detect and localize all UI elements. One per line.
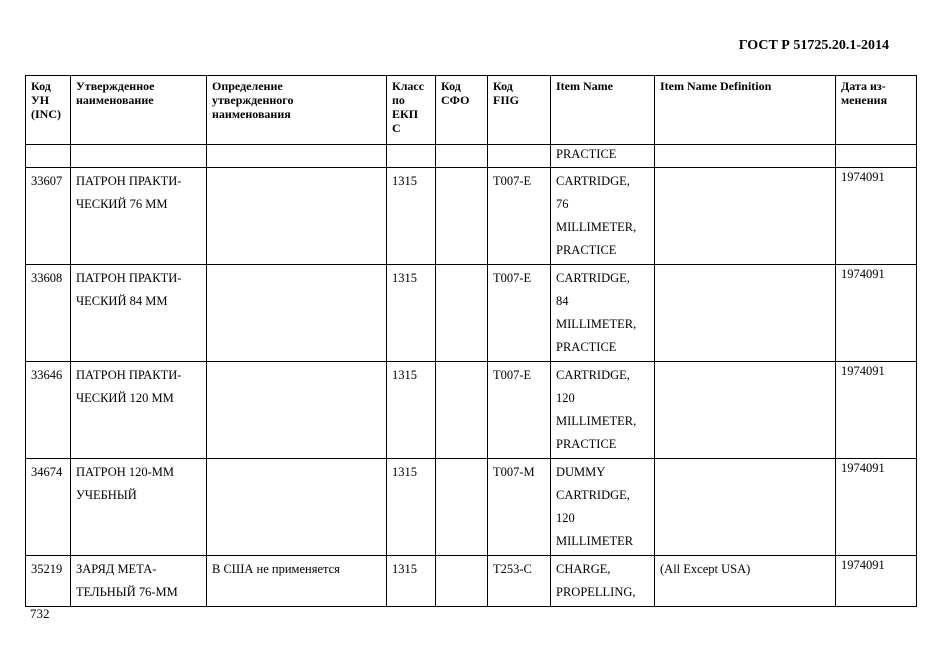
document-id-header: ГОСТ Р 51725.20.1-2014: [738, 38, 889, 53]
approved-name: ПАТРОН 120-ММ УЧЕБНЫЙ: [71, 459, 207, 556]
approved-name: ЗАРЯД МЕТА- ТЕЛЬНЫЙ 76-ММ: [71, 556, 207, 607]
fiig-code: T007-M: [488, 459, 551, 556]
fiig-code: T007-E: [488, 168, 551, 265]
approved-name: ПАТРОН ПРАКТИ- ЧЕСКИЙ 76 ММ: [71, 168, 207, 265]
item-name: CARTRIDGE, 120 MILLIMETER, PRACTICE: [551, 362, 655, 459]
catalog-table: [25, 75, 917, 607]
col-fiig-header: Код FIIG: [488, 76, 551, 145]
inc-code: 33646: [26, 362, 71, 459]
fiig-code: T007-E: [488, 362, 551, 459]
definition: [207, 265, 387, 362]
change-date: 1974091: [836, 459, 917, 556]
fiig-code: T253-C: [488, 556, 551, 607]
item-name: DUMMY CARTRIDGE, 120 MILLIMETER: [551, 459, 655, 556]
col-sfo-header: Код СФО: [436, 76, 488, 145]
item-name-definition: [655, 168, 836, 265]
change-date: 1974091: [836, 362, 917, 459]
ekps-class: 1315: [387, 362, 436, 459]
ekps-class: 1315: [387, 459, 436, 556]
approved-name: ПАТРОН ПРАКТИ- ЧЕСКИЙ 120 ММ: [71, 362, 207, 459]
col-date-header: Дата из- менения: [836, 76, 917, 145]
col-definition-header: Определение утвержденного наименования: [207, 76, 387, 145]
continuation-item-name: PRACTICE: [551, 145, 655, 168]
table-row: [26, 168, 917, 265]
table-header-row: [26, 76, 917, 145]
table-row: [26, 459, 917, 556]
change-date: 1974091: [836, 265, 917, 362]
ekps-class: 1315: [387, 168, 436, 265]
continuation-row: [26, 145, 917, 168]
table-row: [26, 362, 917, 459]
definition: [207, 168, 387, 265]
item-name: CARTRIDGE, 76 MILLIMETER, PRACTICE: [551, 168, 655, 265]
fiig-code: T007-E: [488, 265, 551, 362]
change-date: 1974091: [836, 168, 917, 265]
col-approved-name-header: Утвержденное наименование: [71, 76, 207, 145]
inc-code: 35219: [26, 556, 71, 607]
ekps-class: 1315: [387, 556, 436, 607]
col-item-name-header: Item Name: [551, 76, 655, 145]
approved-name: ПАТРОН ПРАКТИ- ЧЕСКИЙ 84 ММ: [71, 265, 207, 362]
col-ekps-class-header: Класс по ЕКП С: [387, 76, 436, 145]
col-inc-header: Код УН (INC): [26, 76, 71, 145]
item-name-definition: [655, 265, 836, 362]
item-name-definition: (All Except USA): [655, 556, 836, 607]
table-row: [26, 556, 917, 607]
item-name-definition: [655, 459, 836, 556]
page-number: 732: [30, 606, 50, 621]
definition: [207, 459, 387, 556]
change-date: 1974091: [836, 556, 917, 607]
table-row: [26, 265, 917, 362]
sfo-code: [436, 168, 488, 265]
sfo-code: [436, 265, 488, 362]
item-name-definition: [655, 362, 836, 459]
item-name: CHARGE, PROPELLING,: [551, 556, 655, 607]
sfo-code: [436, 362, 488, 459]
inc-code: 34674: [26, 459, 71, 556]
col-item-definition-header: Item Name Definition: [655, 76, 836, 145]
definition: [207, 362, 387, 459]
definition: В США не применяется: [207, 556, 387, 607]
ekps-class: 1315: [387, 265, 436, 362]
inc-code: 33608: [26, 265, 71, 362]
sfo-code: [436, 459, 488, 556]
inc-code: 33607: [26, 168, 71, 265]
item-name: CARTRIDGE, 84 MILLIMETER, PRACTICE: [551, 265, 655, 362]
sfo-code: [436, 556, 488, 607]
